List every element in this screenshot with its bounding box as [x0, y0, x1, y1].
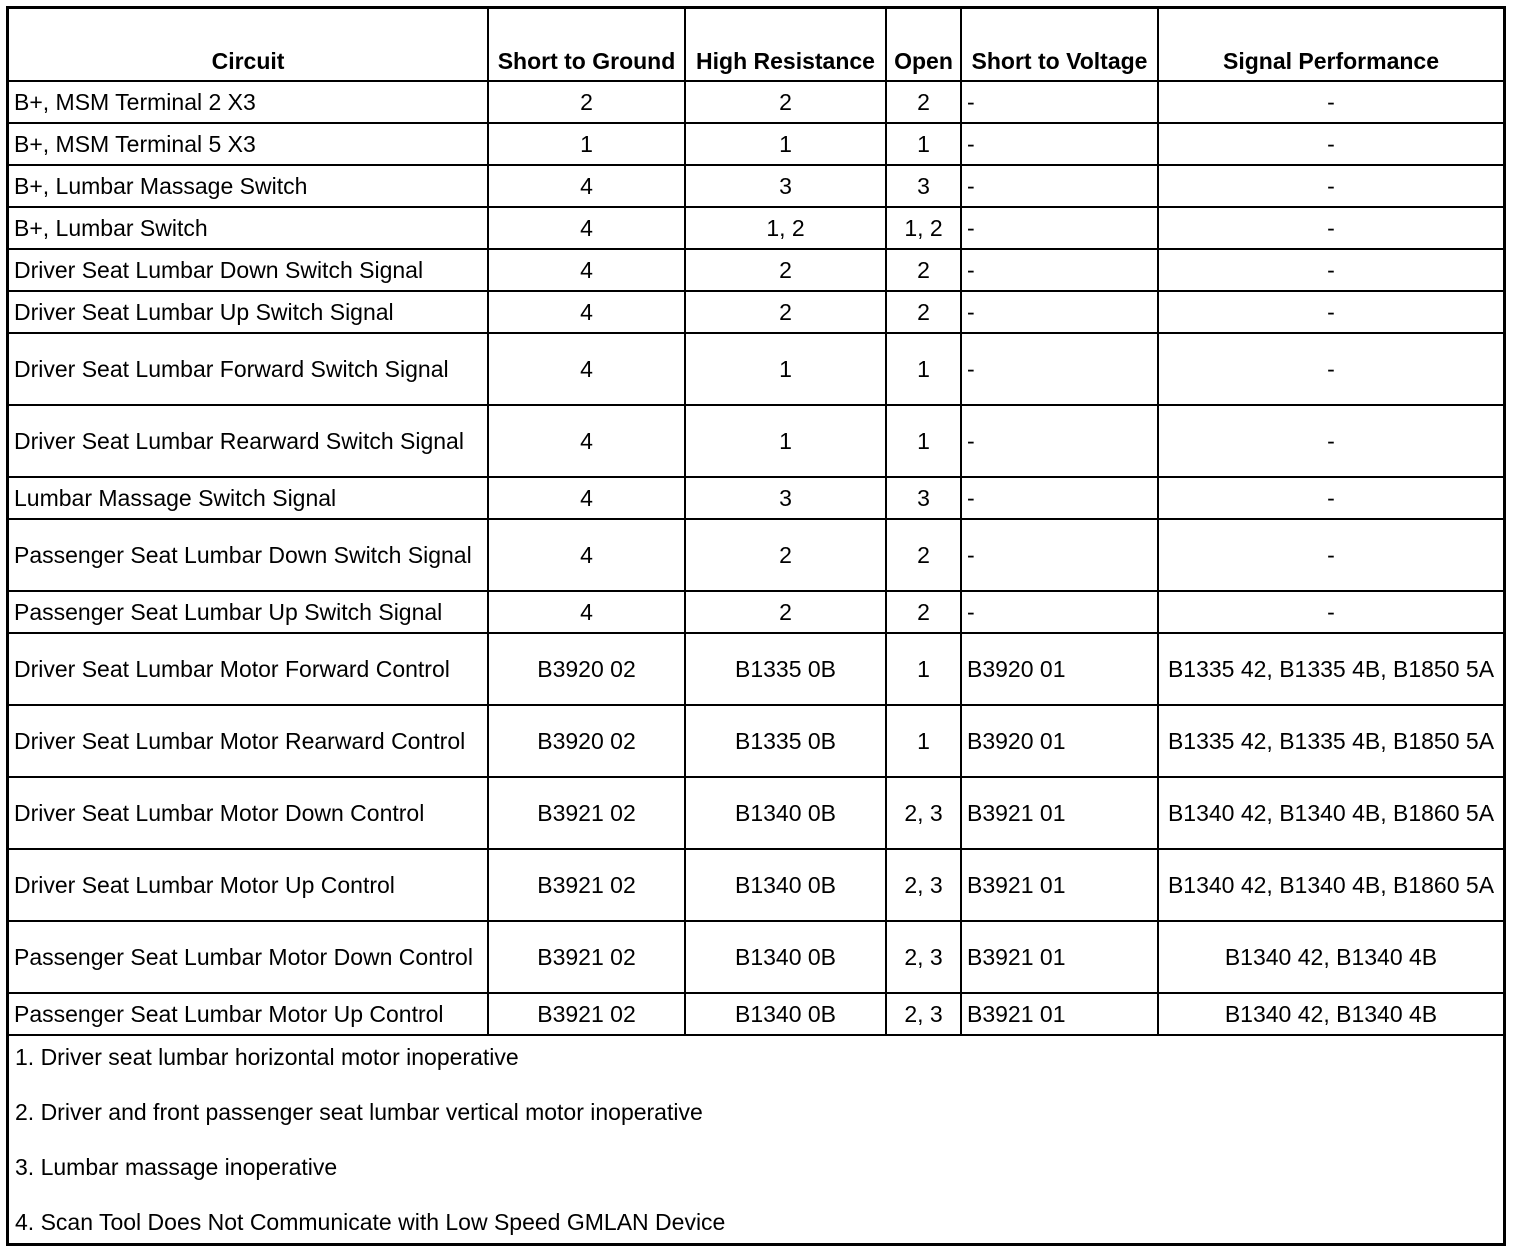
table-row — [9, 123, 1503, 165]
cell-open: 1 — [886, 633, 961, 705]
cell-circuit: Driver Seat Lumbar Rearward Switch Signal — [9, 405, 488, 477]
cell-short-to-voltage: - — [961, 207, 1158, 249]
cell-open: 1 — [886, 405, 961, 477]
cell-short-to-ground: 4 — [488, 591, 685, 633]
footnote-2: 2. Driver and front passenger seat lumbar vertical motor inoperative — [15, 1099, 703, 1125]
table-row — [9, 207, 1503, 249]
cell-signal-performance: - — [1158, 333, 1503, 405]
cell-short-to-voltage: - — [961, 165, 1158, 207]
cell-short-to-voltage: - — [961, 477, 1158, 519]
cell-signal-performance: - — [1158, 291, 1503, 333]
cell-signal-performance: - — [1158, 165, 1503, 207]
circuit-fault-table-frame — [6, 6, 1506, 1246]
cell-signal-performance: - — [1158, 81, 1503, 123]
footnote-1: 1. Driver seat lumbar horizontal motor inoperative — [15, 1044, 519, 1070]
cell-short-to-ground: 4 — [488, 477, 685, 519]
cell-circuit: Passenger Seat Lumbar Down Switch Signal — [9, 519, 488, 591]
cell-open: 2, 3 — [886, 921, 961, 993]
cell-short-to-voltage: B3921 01 — [961, 993, 1158, 1035]
cell-open: 3 — [886, 165, 961, 207]
cell-short-to-voltage: - — [961, 333, 1158, 405]
cell-circuit: Driver Seat Lumbar Motor Up Control — [9, 849, 488, 921]
cell-signal-performance: B1340 42, B1340 4B — [1158, 993, 1503, 1035]
cell-short-to-ground: 4 — [488, 165, 685, 207]
cell-signal-performance: B1340 42, B1340 4B, B1860 5A — [1158, 777, 1503, 849]
header-short-to-ground: Short to Ground — [488, 9, 685, 81]
table-row — [9, 249, 1503, 291]
cell-short-to-voltage: - — [961, 591, 1158, 633]
cell-high-resistance: 1 — [685, 405, 886, 477]
cell-high-resistance: 2 — [685, 249, 886, 291]
cell-short-to-voltage: B3920 01 — [961, 633, 1158, 705]
cell-high-resistance: 1, 2 — [685, 207, 886, 249]
cell-open: 1 — [886, 333, 961, 405]
cell-high-resistance: 2 — [685, 519, 886, 591]
cell-high-resistance: 3 — [685, 477, 886, 519]
cell-open: 1 — [886, 123, 961, 165]
cell-high-resistance: 2 — [685, 591, 886, 633]
header-open: Open — [886, 9, 961, 81]
cell-short-to-voltage: - — [961, 123, 1158, 165]
cell-high-resistance: 3 — [685, 165, 886, 207]
cell-signal-performance: - — [1158, 519, 1503, 591]
cell-short-to-ground: 4 — [488, 249, 685, 291]
cell-high-resistance: 1 — [685, 123, 886, 165]
cell-short-to-ground: 4 — [488, 519, 685, 591]
table-row — [9, 591, 1503, 633]
cell-open: 2 — [886, 249, 961, 291]
table-row — [9, 993, 1503, 1035]
cell-short-to-ground: B3920 02 — [488, 633, 685, 705]
cell-short-to-voltage: B3921 01 — [961, 849, 1158, 921]
table-row — [9, 633, 1503, 705]
cell-circuit: Passenger Seat Lumbar Motor Down Control — [9, 921, 488, 993]
cell-circuit: B+, Lumbar Switch — [9, 207, 488, 249]
header-row — [9, 9, 1503, 81]
cell-signal-performance: - — [1158, 249, 1503, 291]
cell-open: 2 — [886, 591, 961, 633]
cell-signal-performance: B1340 42, B1340 4B — [1158, 921, 1503, 993]
cell-high-resistance: 1 — [685, 333, 886, 405]
cell-open: 2 — [886, 519, 961, 591]
cell-circuit: B+, MSM Terminal 5 X3 — [9, 123, 488, 165]
cell-short-to-ground: 1 — [488, 123, 685, 165]
cell-open: 3 — [886, 477, 961, 519]
cell-high-resistance: B1340 0B — [685, 993, 886, 1035]
header-high-resistance: High Resistance — [685, 9, 886, 81]
cell-short-to-ground: 2 — [488, 81, 685, 123]
cell-high-resistance: B1340 0B — [685, 921, 886, 993]
cell-circuit: Driver Seat Lumbar Up Switch Signal — [9, 291, 488, 333]
cell-high-resistance: 2 — [685, 291, 886, 333]
cell-open: 2, 3 — [886, 849, 961, 921]
cell-open: 2, 3 — [886, 777, 961, 849]
footnote-3: 3. Lumbar massage inoperative — [15, 1154, 338, 1180]
cell-high-resistance: B1340 0B — [685, 777, 886, 849]
cell-short-to-voltage: B3921 01 — [961, 777, 1158, 849]
cell-open: 2, 3 — [886, 993, 961, 1035]
footnotes — [9, 1036, 1503, 1246]
cell-short-to-voltage: - — [961, 519, 1158, 591]
cell-short-to-ground: 4 — [488, 291, 685, 333]
cell-signal-performance: B1340 42, B1340 4B, B1860 5A — [1158, 849, 1503, 921]
cell-circuit: Driver Seat Lumbar Motor Forward Control — [9, 633, 488, 705]
cell-open: 1 — [886, 705, 961, 777]
cell-signal-performance: - — [1158, 477, 1503, 519]
cell-signal-performance: - — [1158, 591, 1503, 633]
footnote-4: 4. Scan Tool Does Not Communicate with Low Speed GMLAN Device — [15, 1209, 726, 1235]
cell-signal-performance: - — [1158, 207, 1503, 249]
cell-short-to-voltage: B3920 01 — [961, 705, 1158, 777]
cell-short-to-ground: B3921 02 — [488, 921, 685, 993]
header-short-to-voltage: Short to Voltage — [961, 9, 1158, 81]
cell-circuit: B+, MSM Terminal 2 X3 — [9, 81, 488, 123]
circuit-fault-table — [9, 9, 1503, 1036]
cell-circuit: Driver Seat Lumbar Motor Rearward Control — [9, 705, 488, 777]
table-row — [9, 519, 1503, 591]
cell-circuit: Passenger Seat Lumbar Up Switch Signal — [9, 591, 488, 633]
cell-short-to-ground: B3921 02 — [488, 777, 685, 849]
cell-short-to-ground: 4 — [488, 207, 685, 249]
cell-short-to-ground: 4 — [488, 405, 685, 477]
table-row — [9, 477, 1503, 519]
cell-circuit: Driver Seat Lumbar Down Switch Signal — [9, 249, 488, 291]
cell-short-to-ground: B3921 02 — [488, 849, 685, 921]
cell-circuit: B+, Lumbar Massage Switch — [9, 165, 488, 207]
cell-high-resistance: B1335 0B — [685, 705, 886, 777]
table-row — [9, 705, 1503, 777]
cell-signal-performance: B1335 42, B1335 4B, B1850 5A — [1158, 633, 1503, 705]
cell-circuit: Driver Seat Lumbar Motor Down Control — [9, 777, 488, 849]
cell-short-to-voltage: - — [961, 405, 1158, 477]
cell-short-to-voltage: - — [961, 249, 1158, 291]
cell-short-to-voltage: - — [961, 291, 1158, 333]
cell-high-resistance: B1340 0B — [685, 849, 886, 921]
table-row — [9, 291, 1503, 333]
table-row — [9, 921, 1503, 993]
header-circuit: Circuit — [9, 9, 488, 81]
cell-high-resistance: 2 — [685, 81, 886, 123]
cell-circuit: Passenger Seat Lumbar Motor Up Control — [9, 993, 488, 1035]
cell-open: 1, 2 — [886, 207, 961, 249]
header-signal-performance: Signal Performance — [1158, 9, 1503, 81]
cell-open: 2 — [886, 81, 961, 123]
table-row — [9, 777, 1503, 849]
cell-short-to-ground: B3921 02 — [488, 993, 685, 1035]
cell-signal-performance: - — [1158, 123, 1503, 165]
cell-short-to-voltage: B3921 01 — [961, 921, 1158, 993]
table-row — [9, 405, 1503, 477]
table-row — [9, 849, 1503, 921]
cell-signal-performance: B1335 42, B1335 4B, B1850 5A — [1158, 705, 1503, 777]
cell-signal-performance: - — [1158, 405, 1503, 477]
table-row — [9, 81, 1503, 123]
cell-circuit: Lumbar Massage Switch Signal — [9, 477, 488, 519]
cell-short-to-ground: 4 — [488, 333, 685, 405]
cell-short-to-ground: B3920 02 — [488, 705, 685, 777]
table-row — [9, 165, 1503, 207]
cell-circuit: Driver Seat Lumbar Forward Switch Signal — [9, 333, 488, 405]
table-row — [9, 333, 1503, 405]
cell-short-to-voltage: - — [961, 81, 1158, 123]
cell-open: 2 — [886, 291, 961, 333]
cell-high-resistance: B1335 0B — [685, 633, 886, 705]
